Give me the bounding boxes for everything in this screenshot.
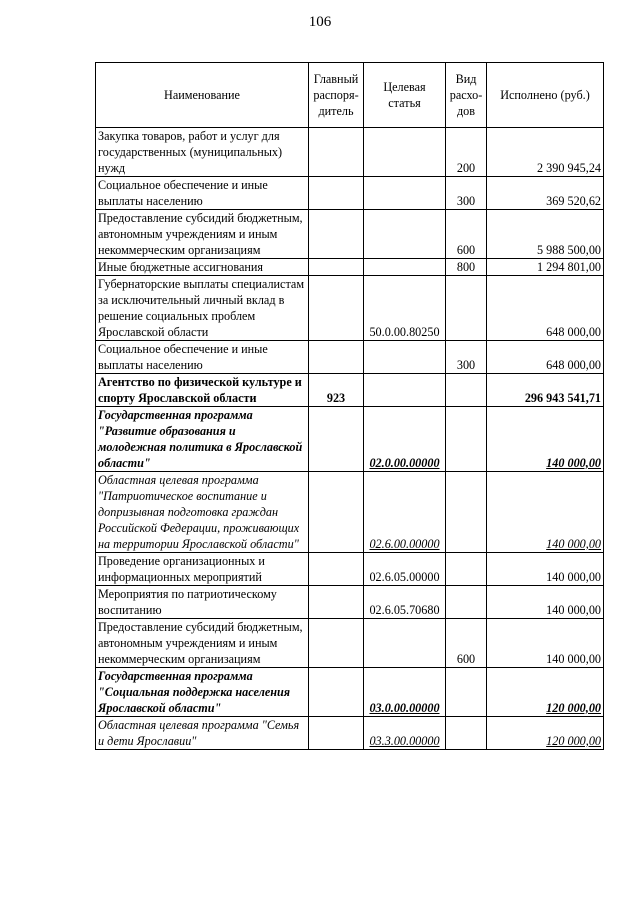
cell-manager (309, 276, 364, 341)
cell-name-text: Проведение организационных и информационных мероприятий (98, 554, 265, 584)
cell-article (364, 553, 446, 586)
table-row (96, 407, 604, 472)
cell-amount-text: 140 000,00 (546, 456, 601, 470)
header-amount: Исполнено (руб.) (487, 63, 604, 128)
cell-article (364, 407, 446, 472)
table-row (96, 553, 604, 586)
cell-manager (309, 668, 364, 717)
cell-expense-type (446, 553, 487, 586)
cell-article (364, 717, 446, 750)
cell-article (364, 619, 446, 668)
cell-manager (309, 177, 364, 210)
cell-amount (487, 407, 604, 472)
cell-manager (309, 407, 364, 472)
cell-amount-text: 648 000,00 (546, 358, 601, 372)
cell-amount (487, 128, 604, 177)
cell-name-text: Мероприятия по патриотическому воспитанию (98, 587, 277, 617)
cell-manager (309, 259, 364, 276)
cell-article (364, 668, 446, 717)
cell-article-text: 02.0.00.00000 (369, 456, 440, 470)
cell-expense-type (446, 276, 487, 341)
table-row (96, 276, 604, 341)
cell-expense-type (446, 341, 487, 374)
cell-amount (487, 586, 604, 619)
cell-expense-type (446, 668, 487, 717)
table-row (96, 177, 604, 210)
cell-name-text: Предоставление субсидий бюджетным, автономным учреждениям и иным некоммерческим организациям (98, 620, 303, 666)
cell-expense-type (446, 259, 487, 276)
table-row (96, 586, 604, 619)
cell-name-text: Закупка товаров, работ и услуг для государственных (муниципальных) нужд (98, 129, 283, 175)
cell-article (364, 472, 446, 553)
cell-amount (487, 717, 604, 750)
table-row (96, 472, 604, 553)
cell-name-text: Губернаторские выплаты специалистам за исключительный личный вклад в решение социальных проблем Ярославской области (98, 277, 305, 339)
cell-manager (309, 472, 364, 553)
cell-name-text: Государственная программа "Социальная поддержка населения Ярославской области" (98, 669, 291, 715)
cell-expense-type-text: 800 (456, 260, 476, 274)
cell-expense-type (446, 374, 487, 407)
cell-article (364, 210, 446, 259)
cell-manager-text: 923 (326, 391, 346, 405)
cell-article-text: 02.6.05.00000 (369, 570, 440, 584)
cell-article (364, 374, 446, 407)
cell-name-text: Предоставление субсидий бюджетным, автономным учреждениям и иным некоммерческим организациям (98, 211, 303, 257)
cell-article (364, 276, 446, 341)
cell-amount (487, 374, 604, 407)
cell-expense-type (446, 586, 487, 619)
cell-expense-type (446, 717, 487, 750)
cell-amount-text: 2 390 945,24 (537, 161, 601, 175)
cell-article (364, 586, 446, 619)
table-row (96, 210, 604, 259)
table-row (96, 259, 604, 276)
cell-article (364, 259, 446, 276)
table-row (96, 374, 604, 407)
cell-name-text: Социальное обеспечение и иные выплаты населению (98, 342, 268, 372)
cell-manager (309, 586, 364, 619)
cell-amount-text: 296 943 541,71 (524, 391, 601, 405)
cell-name (96, 177, 309, 210)
cell-name (96, 276, 309, 341)
cell-article (364, 177, 446, 210)
table-row (96, 717, 604, 750)
cell-expense-type (446, 407, 487, 472)
cell-name-text: Областная целевая программа "Семья и дети Ярославии" (98, 718, 300, 748)
cell-manager (309, 341, 364, 374)
cell-name (96, 210, 309, 259)
table-row (96, 619, 604, 668)
cell-expense-type (446, 128, 487, 177)
table-row (96, 668, 604, 717)
cell-expense-type-text: 300 (456, 194, 476, 208)
cell-amount-text: 5 988 500,00 (537, 243, 601, 257)
cell-amount (487, 553, 604, 586)
page-number: 106 (308, 14, 332, 30)
header-name: Наименование (96, 63, 309, 128)
cell-article-text: 03.0.00.00000 (369, 701, 440, 715)
cell-expense-type-text: 600 (456, 652, 476, 666)
cell-amount (487, 210, 604, 259)
table-row (96, 128, 604, 177)
cell-manager (309, 619, 364, 668)
cell-manager (309, 210, 364, 259)
header-expense-type: Вид расхо-дов (446, 63, 487, 128)
cell-name (96, 128, 309, 177)
header-article: Целевая статья (364, 63, 446, 128)
cell-expense-type-text: 600 (456, 243, 476, 257)
cell-amount-text: 120 000,00 (546, 701, 601, 715)
cell-name-text: Областная целевая программа "Патриотическое воспитание и допризывная подготовка граждан Российской Федерации, проживающих на территории Ярославской области" (98, 473, 300, 551)
cell-amount (487, 276, 604, 341)
cell-amount (487, 177, 604, 210)
cell-expense-type (446, 619, 487, 668)
cell-article-text: 03.3.00.00000 (369, 734, 440, 748)
cell-name-text: Государственная программа "Развитие образования и молодежная политика в Ярославской области" (98, 408, 303, 470)
cell-name-text: Агентство по физической культуре и спорту Ярославской области (98, 375, 302, 405)
cell-name (96, 668, 309, 717)
table-header-row (96, 63, 604, 128)
cell-amount-text: 1 294 801,00 (537, 260, 601, 274)
cell-name-text: Иные бюджетные ассигнования (98, 260, 264, 274)
cell-expense-type-text: 300 (456, 358, 476, 372)
cell-expense-type (446, 210, 487, 259)
cell-manager (309, 374, 364, 407)
cell-article-text: 02.6.00.00000 (369, 537, 440, 551)
cell-name (96, 341, 309, 374)
cell-name (96, 472, 309, 553)
budget-table (95, 62, 604, 750)
cell-name (96, 553, 309, 586)
cell-manager (309, 128, 364, 177)
cell-manager (309, 717, 364, 750)
cell-manager (309, 553, 364, 586)
cell-name (96, 717, 309, 750)
cell-name (96, 586, 309, 619)
cell-name-text: Социальное обеспечение и иные выплаты населению (98, 178, 268, 208)
cell-amount-text: 140 000,00 (546, 537, 601, 551)
cell-amount (487, 668, 604, 717)
cell-amount-text: 140 000,00 (546, 603, 601, 617)
cell-article-text: 50.0.00.80250 (369, 325, 440, 339)
cell-amount-text: 369 520,62 (546, 194, 601, 208)
cell-amount (487, 619, 604, 668)
cell-amount-text: 120 000,00 (546, 734, 601, 748)
cell-name (96, 407, 309, 472)
cell-amount (487, 259, 604, 276)
cell-article-text: 02.6.05.70680 (369, 603, 440, 617)
cell-amount-text: 140 000,00 (546, 570, 601, 584)
cell-expense-type (446, 177, 487, 210)
cell-name (96, 374, 309, 407)
cell-expense-type-text: 200 (456, 161, 476, 175)
table-row (96, 341, 604, 374)
cell-amount (487, 341, 604, 374)
header-manager: Главный распоря-дитель (309, 63, 364, 128)
cell-article (364, 341, 446, 374)
cell-amount-text: 140 000,00 (546, 652, 601, 666)
cell-expense-type (446, 472, 487, 553)
cell-name (96, 619, 309, 668)
cell-name (96, 259, 309, 276)
cell-amount (487, 472, 604, 553)
cell-article (364, 128, 446, 177)
cell-amount-text: 648 000,00 (546, 325, 601, 339)
